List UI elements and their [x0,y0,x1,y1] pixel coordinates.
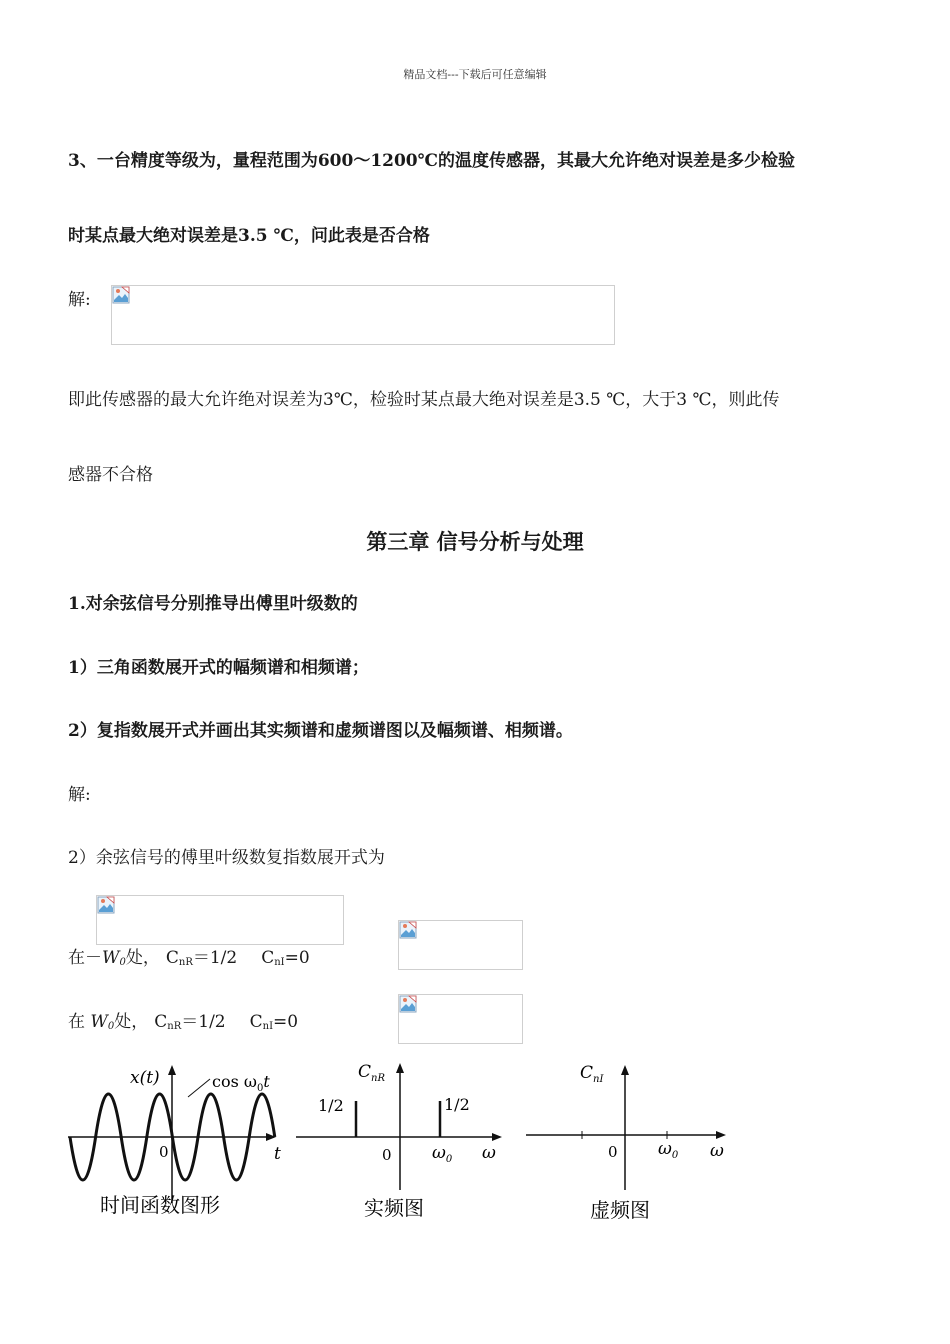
formula-image [398,920,523,970]
q3-line1: 3、一台精度等级为，量程范围为600～1200℃的温度传感器，其最大允许绝对误差是多少检验 [68,151,795,171]
formula-image [96,895,344,945]
real-xlabel: ω [482,1143,496,1163]
formula-image [398,994,523,1044]
real-right-label: 1/2 [444,1095,470,1114]
q1-part2: 2）复指数展开式并画出其实频谱和虚频谱图以及幅频谱、相频谱。 [68,721,573,741]
real-spectrum-figure [290,1055,515,1230]
formula-image [111,285,615,345]
time-xlabel: t [274,1144,281,1164]
q3-line2: 时某点最大绝对误差是3.5 ℃，问此表是否合格 [68,226,430,246]
broken-image-icon [399,921,417,939]
imag-y-arrow [621,1065,629,1075]
neg-c1-val: ＝1/2 [192,948,238,968]
pos-w: W [90,1012,108,1032]
time-domain-figure [60,1055,290,1225]
pos-w0-line [68,1012,298,1037]
neg-w-sub: 0 [119,957,126,968]
time-annotation: $\cos \omega_0t$ [212,1072,270,1094]
neg-suffix: 处， [125,948,160,968]
broken-image-icon [97,896,115,914]
pos-suffix: 处， [114,1012,149,1032]
imag-spectrum-figure [520,1055,740,1230]
q1-jie-label: 解: [68,785,91,805]
q1-solution-intro: 2）余弦信号的傅里叶级数复指数展开式为 [68,848,385,868]
q1-part1: 1）三角函数展开式的幅频谱和相频谱； [68,658,369,678]
time-ylabel: x(t) [130,1068,160,1088]
time-y-arrow [168,1065,176,1075]
neg-c2: C [261,948,275,968]
chapter-title: 第三章 信号分析与处理 [366,529,584,554]
q3-jie-label: 解: [68,290,91,310]
pos-c1-val: ＝1/2 [181,1012,226,1032]
page-header: 精品文档---下载后可任意编辑 [403,68,547,81]
time-origin: 0 [159,1143,169,1161]
real-caption: 实频图 [364,1196,424,1220]
real-ylabel: $C_{nR}$ [358,1062,385,1084]
neg-c1-sub: nR [178,957,193,968]
imag-x-arrow [716,1131,726,1139]
pos-prefix: 在 [68,1012,91,1032]
neg-c2-val: =0 [284,948,310,968]
neg-prefix: 在－ [68,948,102,968]
imag-xlabel: ω [710,1141,724,1161]
pos-c2-sub: nI [262,1021,274,1032]
time-caption: 时间函数图形 [100,1193,220,1217]
pos-c1: C [154,1012,168,1032]
neg-c2-sub: nI [274,957,285,968]
real-x-arrow [492,1133,502,1141]
neg-w0-line [68,948,310,973]
imag-caption: 虚频图 [590,1198,650,1222]
pos-c2: C [249,1012,263,1032]
annotation-leader [188,1079,210,1097]
broken-image-icon [112,286,130,304]
real-origin: 0 [382,1146,392,1164]
imag-tick-w0: $\omega_0$ [658,1139,679,1161]
neg-c1: C [165,948,179,968]
broken-image-icon [399,995,417,1013]
pos-c1-sub: nR [167,1021,182,1032]
q1-title: 1.对余弦信号分别推导出傅里叶级数的 [68,594,358,614]
real-y-arrow [396,1063,404,1073]
imag-ylabel: $C_{nI}$ [580,1063,604,1085]
pos-c2-val: =0 [273,1012,299,1032]
real-left-label: 1/2 [318,1096,344,1115]
real-tick-w0: $\omega_0$ [432,1143,453,1165]
q3-answer-line1: 即此传感器的最大允许绝对误差为3℃，检验时某点最大绝对误差是3.5 ℃，大于3 ℃，则此传 [68,390,780,410]
imag-origin: 0 [608,1143,618,1161]
neg-w: W [102,948,120,968]
pos-w-sub: 0 [107,1021,115,1032]
q3-answer-line2: 感器不合格 [68,465,153,485]
